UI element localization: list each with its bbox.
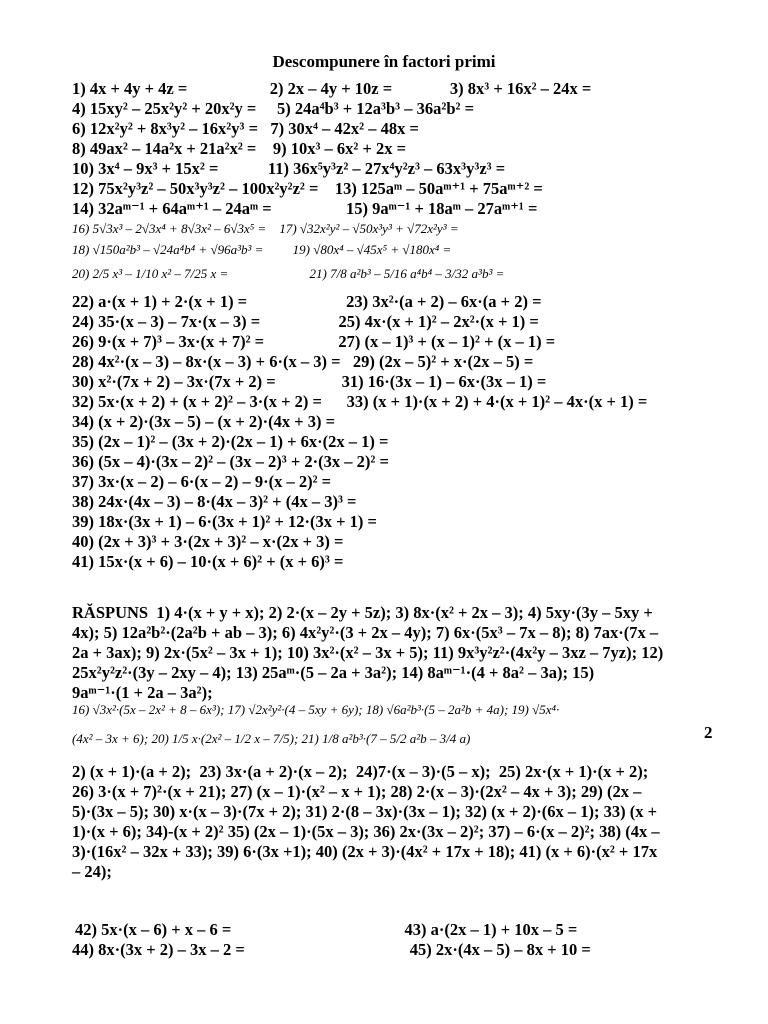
formula-line: 18) √150a²b³ – √24a⁴b⁴ + √96a³b³ = 19) √80x⁴ – √45x⁵ + √180x⁴ = — [72, 242, 452, 257]
exercise-line: 24) 35·(x – 3) – 7x·(x – 3) = 25) 4x·(x + 1)² – 2x²·(x + 1) = — [72, 312, 539, 331]
answer-line: 26) 3·(x + 7)²·(x + 21); 27) (x – 1)·(x² – x + 1); 28) 2·(x – 3)·(2x² – 4x + 3); 29) (2x – — [72, 782, 642, 801]
answer-line: 1)·(x + 6); 34)-(x + 2)² 35) (2x – 1)·(5x – 3); 36) 2x·(3x – 2)²; 37) – 6·(x – 2)²; 38) (4x – — [72, 822, 660, 841]
exercise-line: 37) 3x·(x – 2) – 6·(x – 2) – 9·(x – 2)² = — [72, 472, 332, 491]
answer-line: 4x); 5) 12a²b²·(2a²b + ab – 3); 6) 4x²y²·(3 + 2x – 4y); 7) 6x·(5x³ – 7x – 8); 8) 7ax·(7x – — [72, 623, 659, 642]
exercise-line: 39) 18x·(3x + 1) – 6·(3x + 1)² + 12·(3x + 1) = — [72, 512, 377, 531]
exercise-line: 41) 15x·(x + 6) – 10·(x + 6)² + (x + 6)³ = — [72, 552, 344, 571]
exercise-line: 1) 4x + 4y + 4z = 2) 2x – 4y + 10z = 3) 8x³ + 16x² – 24x = — [72, 79, 592, 98]
exercise-line: 44) 8x·(3x + 2) – 3x – 2 = 45) 2x·(4x – 5) – 8x + 10 = — [72, 940, 591, 959]
answer-line: – 24); — [72, 862, 112, 881]
exercise-line: 14) 32aᵐ⁻¹ + 64aᵐ⁺¹ – 24aᵐ = 15) 9aᵐ⁻¹ + 18aᵐ – 27aᵐ⁺¹ = — [72, 199, 538, 218]
exercise-line: 34) (x + 2)·(3x – 5) – (x + 2)·(4x + 3) = — [72, 412, 336, 431]
answer-line: 2) (x + 1)·(a + 2); 23) 3x·(a + 2)·(x – 2); 24)7·(x – 3)·(5 – x); 25) 2x·(x + 1)·(x + 2); — [72, 762, 649, 781]
page-number: 2 — [704, 723, 713, 742]
exercise-line: 35) (2x – 1)² – (3x + 2)·(2x – 1) + 6x·(2x – 1) = — [72, 432, 389, 451]
formula-line: 16) 5√3x³ – 2√3x⁴ + 8√3x² – 6√3x⁵ = 17) √32x²y² – √50x³y³ + √72x²y³ = — [72, 221, 459, 236]
answer-line: 2a + 3ax); 9) 2x·(5x² – 3x + 1); 10) 3x²·(x² – 3x + 5); 11) 9x³y²z²·(4x²y – 3xz – 7yz); 12) — [72, 643, 664, 662]
exercise-line: 36) (5x – 4)·(3x – 2)² – (3x – 2)³ + 2·(3x – 2)² = — [72, 452, 389, 471]
exercise-line: 32) 5x·(x + 2) + (x + 2)² – 3·(x + 2) = 33) (x + 1)·(x + 2) + 4·(x + 1)² – 4x·(x + 1) = — [72, 392, 648, 411]
answer-line: RĂSPUNS 1) 4·(x + y + x); 2) 2·(x – 2y + 5z); 3) 8x·(x² + 2x – 3); 4) 5xy·(3y – 5xy + — [72, 603, 653, 622]
exercise-line: 4) 15xy² – 25x²y² + 20x²y = 5) 24a⁴b³ + 12a³b³ – 36a²b² = — [72, 99, 474, 118]
exercise-line: 26) 9·(x + 7)³ – 3x·(x + 7)² = 27) (x – 1)³ + (x – 1)² + (x – 1) = — [72, 332, 556, 351]
page-title: Descompunere în factori primi — [272, 52, 496, 71]
exercise-line: 38) 24x·(4x – 3) – 8·(4x – 3)² + (4x – 3)³ = — [72, 492, 357, 511]
exercise-line: 40) (2x + 3)³ + 3·(2x + 3)² – x·(2x + 3) = — [72, 532, 344, 551]
answer-line: 3)·(16x² – 32x + 33); 39) 6·(3x +1); 40) (2x + 3)·(4x² + 17x + 18); 41) (x + 6)·(x² + 17x — [72, 842, 658, 861]
exercise-line: 30) x²·(7x + 2) – 3x·(7x + 2) = 31) 16·(3x – 1) – 6x·(3x – 1) = — [72, 372, 547, 391]
formula-line: (4x² – 3x + 6); 20) 1/5 x·(2x² – 1/2 x – 7/5); 21) 1/8 a²b³·(7 – 5/2 a²b – 3/4 a) — [72, 731, 471, 746]
answer-line: 25x²y²z²·(3y – 2xy – 4); 13) 25aᵐ·(5 – 2a + 3a²); 14) 8aᵐ⁻¹·(4 + 8a² – 3a); 15) — [72, 663, 595, 682]
exercise-line: 8) 49ax² – 14a²x + 21a²x² = 9) 10x³ – 6x² + 2x = — [72, 139, 407, 158]
exercise-line: 28) 4x²·(x – 3) – 8x·(x – 3) + 6·(x – 3) = 29) (2x – 5)² + x·(2x – 5) = — [72, 352, 534, 371]
exercise-line: 6) 12x²y² + 8x³y² – 16x²y³ = 7) 30x⁴ – 42x² – 48x = — [72, 119, 419, 138]
exercise-line: 42) 5x·(x – 6) + x – 6 = 43) a·(2x – 1) + 10x – 5 = — [75, 920, 578, 939]
exercise-line: 12) 75x²y³z² – 50x³y³z² – 100x²y²z² = 13) 125aᵐ – 50aᵐ⁺¹ + 75aᵐ⁺² = — [72, 179, 543, 198]
exercise-line: 10) 3x⁴ – 9x³ + 15x² = 11) 36x⁵y³z² – 27x⁴y²z³ – 63x³y³z³ = — [72, 159, 506, 178]
answer-line: 9aᵐ⁻¹·(1 + 2a – 3a²); — [72, 683, 213, 702]
formula-line: 20) 2/5 x³ – 1/10 x² – 7/25 x = 21) 7/8 a²b³ – 5/16 a⁴b⁴ – 3/32 a³b³ = — [72, 266, 505, 281]
formula-line: 16) √3x²·(5x – 2x² + 8 – 6x³); 17) √2x²y²·(4 – 5xy + 6y); 18) √6a²b³·(5 – 2a²b + 4a); 19) √5x⁴· — [72, 702, 560, 717]
answer-line: 5)·(3x – 5); 30) x·(x – 3)·(7x + 2); 31) 2·(8 – 3x)·(3x – 1); 32) (x + 2)·(6x – 1); 33) (x + — [72, 802, 657, 821]
exercise-line: 22) a·(x + 1) + 2·(x + 1) = 23) 3x²·(a + 2) – 6x·(a + 2) = — [72, 292, 542, 311]
